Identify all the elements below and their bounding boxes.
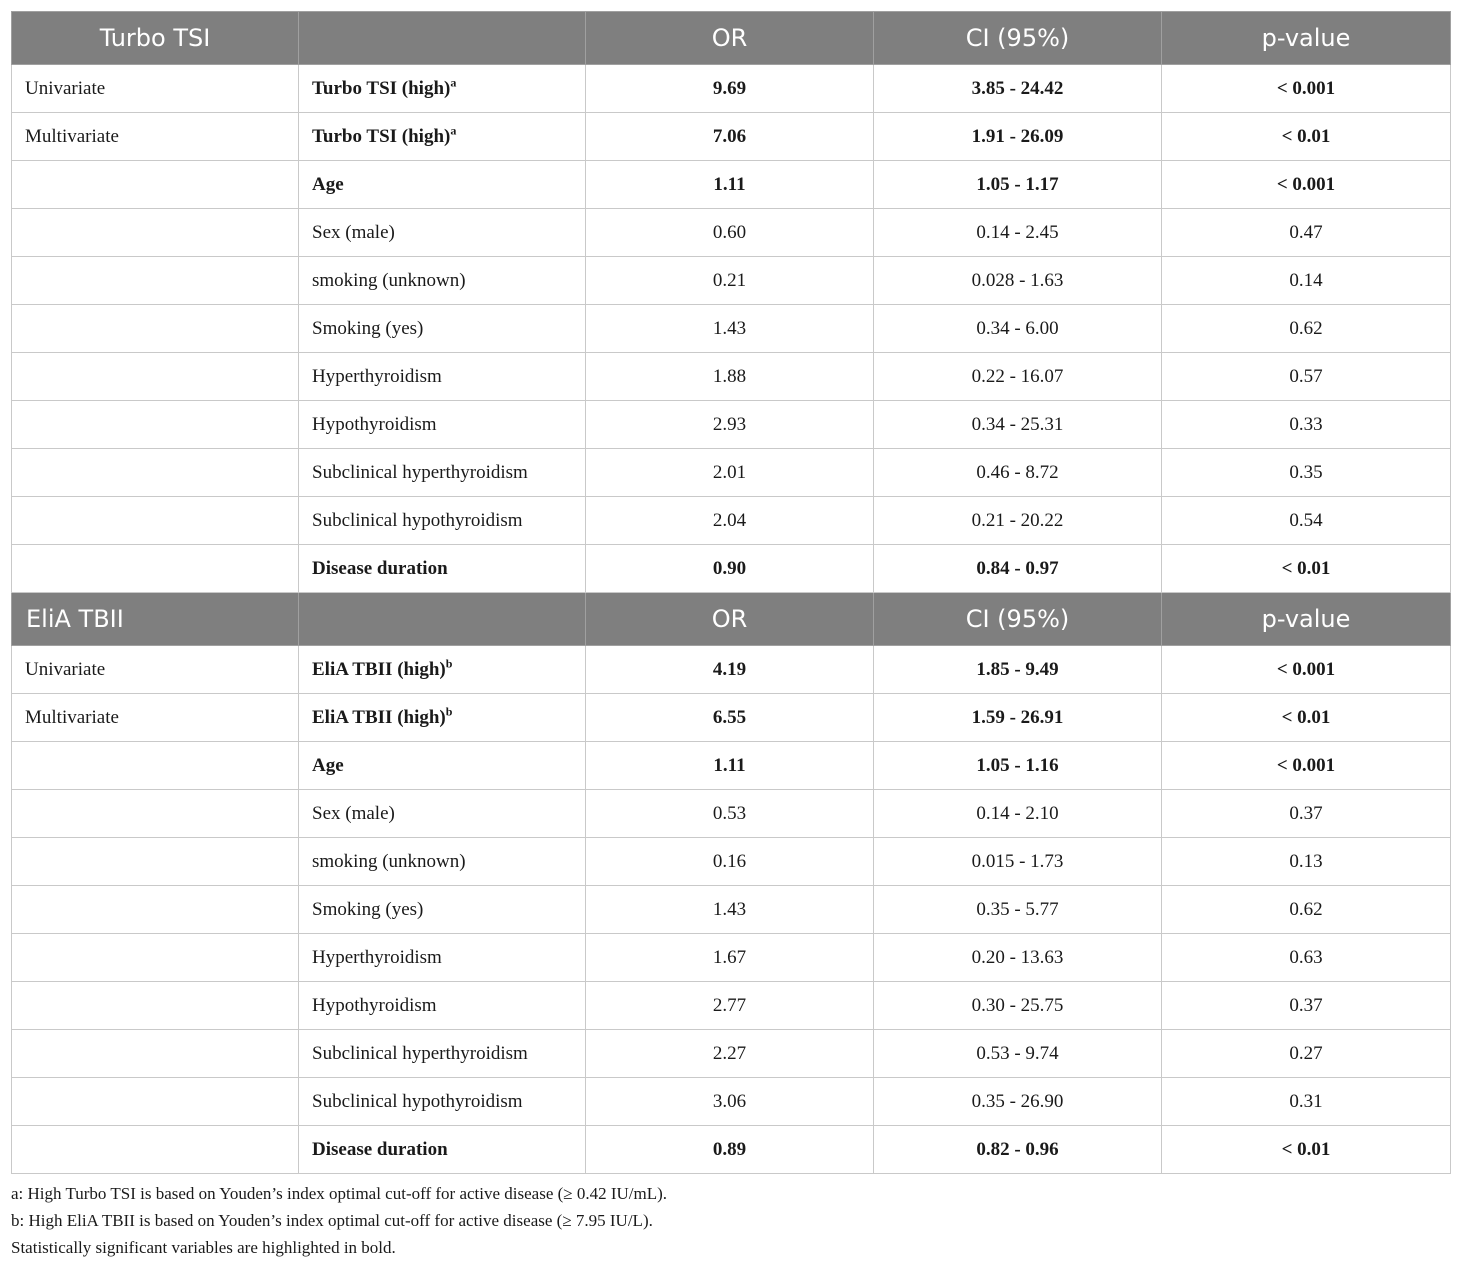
p-value-cell: 0.14 [1162,257,1451,305]
variable-cell [299,694,586,742]
footnotes [11,1180,667,1261]
p-value-cell: < 0.01 [1162,545,1451,593]
model-cell [12,982,299,1030]
model-cell [12,449,299,497]
variable-label: Sex (male) [312,802,395,824]
p-value-cell: < 0.001 [1162,161,1451,209]
or-cell: 7.06 [586,113,874,161]
or-cell: 2.77 [586,982,874,1030]
p-value-cell: < 0.01 [1162,1126,1451,1174]
variable-label: Subclinical hyperthyroidism [312,1042,528,1064]
model-cell [12,353,299,401]
model-cell: Multivariate [12,113,299,161]
table-row [12,934,1451,982]
variable-label: Turbo TSI (high) [312,77,451,99]
section-title: Turbo TSI [12,12,299,65]
model-cell [12,1126,299,1174]
variable-label: Disease duration [312,1138,448,1160]
ci-cell: 0.015 - 1.73 [874,838,1162,886]
variable-label: Age [312,173,344,195]
or-cell: 0.53 [586,790,874,838]
variable-cell [299,982,586,1030]
or-cell: 1.43 [586,305,874,353]
or-cell: 0.21 [586,257,874,305]
table-row [12,790,1451,838]
p-value-cell: < 0.001 [1162,646,1451,694]
p-value-cell: 0.54 [1162,497,1451,545]
variable-label: EliA TBII (high) [312,658,446,680]
table-row [12,497,1451,545]
p-value-cell: 0.62 [1162,886,1451,934]
variable-cell [299,497,586,545]
ci-cell: 1.59 - 26.91 [874,694,1162,742]
model-cell: Univariate [12,646,299,694]
variable-label: Smoking (yes) [312,898,424,920]
ci-cell: 0.22 - 16.07 [874,353,1162,401]
ci-header: CI (95%) [874,12,1162,65]
ci-cell: 0.028 - 1.63 [874,257,1162,305]
variable-cell [299,742,586,790]
variable-cell [299,886,586,934]
results-table [11,11,1451,1174]
variable-label: smoking (unknown) [312,269,466,291]
variable-label: smoking (unknown) [312,850,466,872]
model-cell [12,934,299,982]
or-cell: 0.60 [586,209,874,257]
p-value-cell: 0.35 [1162,449,1451,497]
p-value-cell: 0.13 [1162,838,1451,886]
model-cell [12,257,299,305]
ci-cell: 0.14 - 2.45 [874,209,1162,257]
model-cell [12,545,299,593]
variable-cell [299,790,586,838]
model-cell [12,1078,299,1126]
variable-label: EliA TBII (high) [312,706,446,728]
variable-label: Age [312,754,344,776]
table-row [12,209,1451,257]
section-header-row [12,12,1451,65]
table-row [12,305,1451,353]
ci-cell: 0.53 - 9.74 [874,1030,1162,1078]
p-value-cell: 0.62 [1162,305,1451,353]
variable-cell [299,646,586,694]
table-row [12,838,1451,886]
variable-cell [299,113,586,161]
or-cell: 1.67 [586,934,874,982]
model-cell [12,838,299,886]
variable-label: Hyperthyroidism [312,365,442,387]
p-value-cell: 0.31 [1162,1078,1451,1126]
variable-cell [299,934,586,982]
ci-cell: 1.91 - 26.09 [874,113,1162,161]
variable-cell [299,1126,586,1174]
p-value-cell: < 0.001 [1162,65,1451,113]
model-cell: Multivariate [12,694,299,742]
model-cell [12,790,299,838]
or-cell: 1.11 [586,161,874,209]
footnote-marker: a [450,75,457,90]
p-value-cell: 0.57 [1162,353,1451,401]
or-cell: 6.55 [586,694,874,742]
table-row [12,65,1451,113]
variable-label: Subclinical hypothyroidism [312,1090,523,1112]
variable-label: Subclinical hypothyroidism [312,509,523,531]
variable-cell [299,838,586,886]
variable-cell [299,257,586,305]
model-cell [12,161,299,209]
variable-cell [299,353,586,401]
p-value-header: p-value [1162,12,1451,65]
table-row [12,545,1451,593]
p-value-cell: 0.27 [1162,1030,1451,1078]
table-row [12,353,1451,401]
model-cell: Univariate [12,65,299,113]
variable-cell [299,1078,586,1126]
or-cell: 2.04 [586,497,874,545]
variable-label: Disease duration [312,557,448,579]
ci-header: CI (95%) [874,593,1162,646]
or-cell: 4.19 [586,646,874,694]
p-value-cell: 0.47 [1162,209,1451,257]
model-cell [12,886,299,934]
table-row [12,161,1451,209]
p-value-cell: < 0.01 [1162,113,1451,161]
ci-cell: 0.34 - 6.00 [874,305,1162,353]
or-cell: 2.27 [586,1030,874,1078]
model-cell [12,497,299,545]
model-cell [12,742,299,790]
p-value-header: p-value [1162,593,1451,646]
table-container [11,11,1450,1174]
variable-label: Hyperthyroidism [312,946,442,968]
variable-cell [299,209,586,257]
ci-cell: 1.05 - 1.17 [874,161,1162,209]
ci-cell: 0.46 - 8.72 [874,449,1162,497]
footnote-bold: Statistically significant variables are highlighted in bold. [11,1238,396,1257]
p-value-cell: < 0.01 [1162,694,1451,742]
or-header: OR [586,12,874,65]
model-cell [12,305,299,353]
p-value-cell: 0.37 [1162,790,1451,838]
variable-cell [299,401,586,449]
p-value-cell: 0.33 [1162,401,1451,449]
table-row [12,113,1451,161]
variable-label: Sex (male) [312,221,395,243]
section-title: EliA TBII [12,593,299,646]
ci-cell: 1.05 - 1.16 [874,742,1162,790]
p-value-cell: 0.37 [1162,982,1451,1030]
variable-label: Smoking (yes) [312,317,424,339]
table-row [12,401,1451,449]
table-row [12,449,1451,497]
table-body [12,12,1451,1174]
or-cell: 1.88 [586,353,874,401]
ci-cell: 1.85 - 9.49 [874,646,1162,694]
footnote-marker: b [445,704,453,719]
variable-cell [299,305,586,353]
table-row [12,886,1451,934]
ci-cell: 0.82 - 0.96 [874,1126,1162,1174]
footnote-marker: b [445,656,453,671]
table-row [12,694,1451,742]
p-value-cell: 0.63 [1162,934,1451,982]
or-cell: 1.43 [586,886,874,934]
model-cell [12,1030,299,1078]
variable-cell [299,545,586,593]
table-row [12,1126,1451,1174]
or-cell: 0.16 [586,838,874,886]
or-cell: 2.93 [586,401,874,449]
footnote-b: b: High EliA TBII is based on Youden’s index optimal cut-off for active disease (≥ 7.95 IU/L). [11,1211,653,1230]
variable-cell [299,65,586,113]
model-cell [12,209,299,257]
model-cell [12,401,299,449]
footnote-marker: a [450,123,457,138]
table-row [12,646,1451,694]
variable-label: Hypothyroidism [312,994,437,1016]
or-cell: 9.69 [586,65,874,113]
table-row [12,257,1451,305]
ci-cell: 0.21 - 20.22 [874,497,1162,545]
variable-cell [299,161,586,209]
ci-cell: 0.84 - 0.97 [874,545,1162,593]
p-value-cell: < 0.001 [1162,742,1451,790]
variable-label: Subclinical hyperthyroidism [312,461,528,483]
section-header-row [12,593,1451,646]
or-cell: 1.11 [586,742,874,790]
variable-label: Turbo TSI (high) [312,125,451,147]
ci-cell: 0.14 - 2.10 [874,790,1162,838]
table-row [12,1078,1451,1126]
variable-header-cell [299,593,586,646]
table-row [12,1030,1451,1078]
variable-cell [299,449,586,497]
ci-cell: 0.35 - 5.77 [874,886,1162,934]
or-cell: 3.06 [586,1078,874,1126]
variable-cell [299,1030,586,1078]
or-cell: 0.90 [586,545,874,593]
or-header: OR [586,593,874,646]
ci-cell: 0.35 - 26.90 [874,1078,1162,1126]
footnote-a: a: High Turbo TSI is based on Youden’s index optimal cut-off for active disease (≥ 0.42 IU/mL). [11,1184,668,1203]
ci-cell: 0.30 - 25.75 [874,982,1162,1030]
table-row [12,982,1451,1030]
ci-cell: 3.85 - 24.42 [874,65,1162,113]
table-row [12,742,1451,790]
variable-header-cell [299,12,586,65]
ci-cell: 0.20 - 13.63 [874,934,1162,982]
or-cell: 0.89 [586,1126,874,1174]
or-cell: 2.01 [586,449,874,497]
ci-cell: 0.34 - 25.31 [874,401,1162,449]
variable-label: Hypothyroidism [312,413,437,435]
